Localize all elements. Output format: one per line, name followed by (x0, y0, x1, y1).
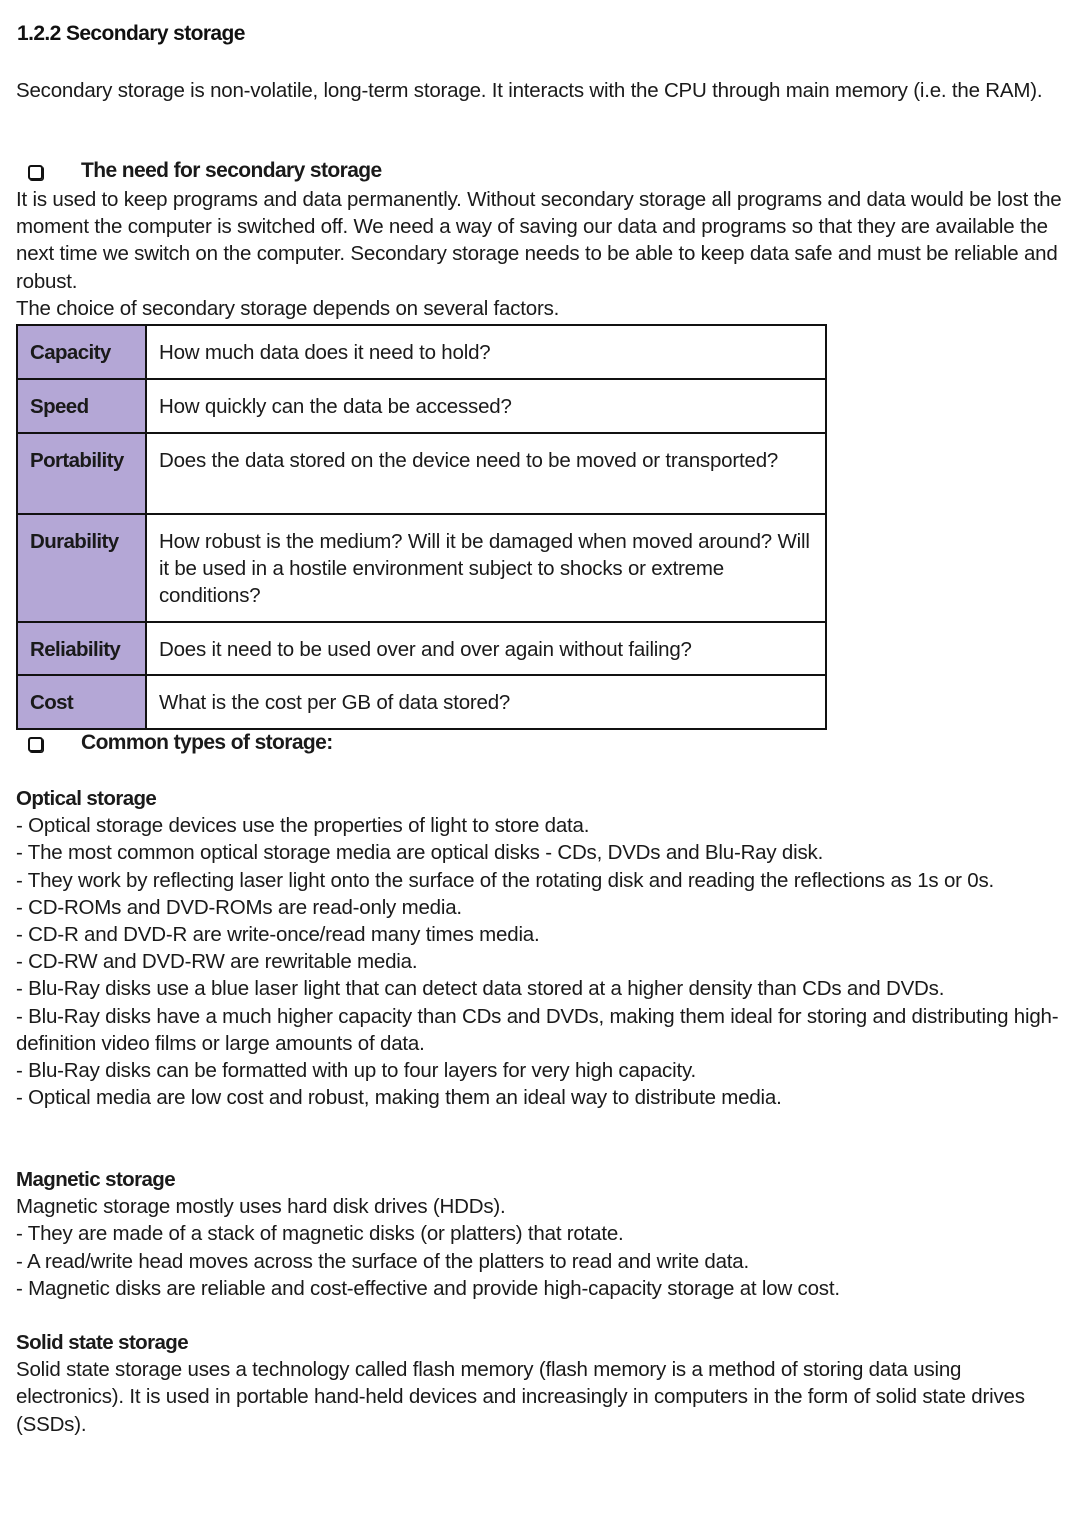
list-item: - They work by reflecting laser light onto the surface of the rotating disk and reading the reflections as 1s or 0s. (16, 868, 995, 892)
factor-key: Durability (17, 514, 146, 622)
list-item: - Optical media are low cost and robust, making them an ideal way to distribute media. (16, 1086, 782, 1110)
solid-title: Solid state storage (16, 1331, 189, 1354)
table-row (17, 325, 826, 379)
factor-value: Does the data stored on the device need to be moved or transported? (146, 433, 826, 514)
table-row (17, 514, 826, 622)
solid-section (16, 1329, 1068, 1438)
optical-title: Optical storage (16, 787, 157, 810)
magnetic-section (16, 1166, 1068, 1302)
need-title: The need for secondary storage (81, 159, 382, 182)
need-bullet-heading (28, 159, 382, 183)
list-item: - Blu-Ray disks have a much higher capacity than CDs and DVDs, making them ideal for storing and distributing high-definition video films or large amounts of data. (16, 1004, 1059, 1055)
factors-table (16, 324, 827, 730)
factor-value: What is the cost per GB of data stored? (146, 675, 826, 729)
list-item: - A read/write head moves across the surface of the platters to read and write data. (16, 1249, 749, 1273)
list-item: - CD-ROMs and DVD-ROMs are read-only media. (16, 895, 462, 919)
checkbox-bullet-icon (28, 737, 43, 752)
table-row (17, 675, 826, 729)
magnetic-title: Magnetic storage (16, 1168, 175, 1191)
types-bullet-heading (28, 731, 333, 755)
optical-section (16, 785, 1068, 1111)
list-item: - Blu-Ray disks use a blue laser light that can detect data stored at a higher density than CDs and DVDs. (16, 977, 945, 1001)
list-item: Magnetic storage mostly uses hard disk drives (HDDs). (16, 1195, 506, 1219)
factors-intro: The choice of secondary storage depends on several factors. (16, 296, 560, 320)
list-item: - Magnetic disks are reliable and cost-effective and provide high-capacity storage at low cost. (16, 1276, 840, 1300)
list-item: - CD-R and DVD-R are write-once/read many times media. (16, 923, 540, 947)
factor-value: Does it need to be used over and over again without failing? (146, 622, 826, 675)
intro-paragraph: Secondary storage is non-volatile, long-term storage. It interacts with the CPU through main memory (i.e. the RAM). (16, 79, 1043, 102)
need-section (16, 186, 1068, 322)
factor-key: Reliability (17, 622, 146, 675)
factor-key: Cost (17, 675, 146, 729)
table-row (17, 433, 826, 514)
table-row (17, 379, 826, 433)
table-row (17, 622, 826, 675)
list-item: - Blu-Ray disks can be formatted with up to four layers for very high capacity. (16, 1059, 696, 1083)
list-item: - The most common optical storage media are optical disks - CDs, DVDs and Blu-Ray disk. (16, 841, 824, 865)
list-item: - CD-RW and DVD-RW are rewritable media. (16, 950, 418, 974)
factor-key: Capacity (17, 325, 146, 379)
solid-paragraph: Solid state storage uses a technology called flash memory (flash memory is a method of storing data using electronics). It is used in portable hand-held devices and increasingly in computers in the form of solid state drives (SSDs). (16, 1358, 1025, 1436)
list-item: - Optical storage devices use the properties of light to store data. (16, 814, 590, 838)
factor-value: How much data does it need to hold? (146, 325, 826, 379)
section-heading: 1.2.2 Secondary storage (17, 22, 245, 45)
need-paragraph: It is used to keep programs and data permanently. Without secondary storage all programs and data would be lost the moment the computer is switched off. We need a way of saving our data and programs so that they are available the next time we switch on the computer. Secondary storage needs to be able to keep data safe and must be reliable and robust. (16, 188, 1062, 293)
factor-value: How quickly can the data be accessed? (146, 379, 826, 433)
factor-value: How robust is the medium? Will it be damaged when moved around? Will it be used in a hostile environment subject to shocks or extreme conditions? (146, 514, 826, 622)
factor-key: Portability (17, 433, 146, 514)
checkbox-bullet-icon (28, 165, 43, 180)
list-item: - They are made of a stack of magnetic disks (or platters) that rotate. (16, 1222, 624, 1246)
types-title: Common types of storage: (81, 731, 333, 754)
factor-key: Speed (17, 379, 146, 433)
